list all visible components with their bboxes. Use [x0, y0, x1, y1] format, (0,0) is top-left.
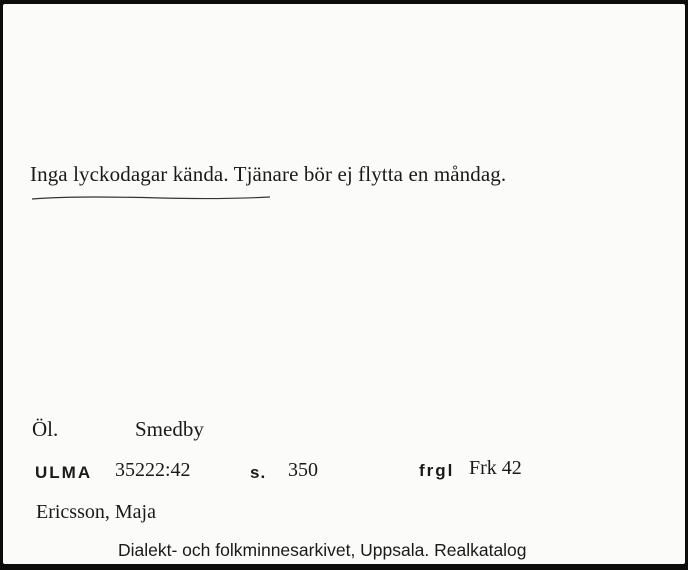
card-main-text: Inga lyckodagar kända. Tjänare bör ej flytta en måndag.: [30, 162, 507, 186]
place-name: Smedby: [135, 417, 204, 441]
ulma-label: ULMA: [35, 463, 93, 482]
archive-footer: Dialekt- och folkminnesarkivet, Uppsala. Realkatalog: [118, 540, 527, 560]
frgl-value: Frk 42: [469, 457, 522, 479]
ulma-number: 35222:42: [115, 459, 191, 481]
page-label: s.: [250, 463, 267, 482]
page-number: 350: [288, 459, 318, 481]
frgl-label: frgl: [419, 461, 455, 480]
archive-card: [3, 4, 685, 564]
region-label: Öl.: [32, 417, 59, 441]
handwritten-underline: [31, 194, 271, 202]
informant-name: Ericsson, Maja: [36, 501, 156, 523]
